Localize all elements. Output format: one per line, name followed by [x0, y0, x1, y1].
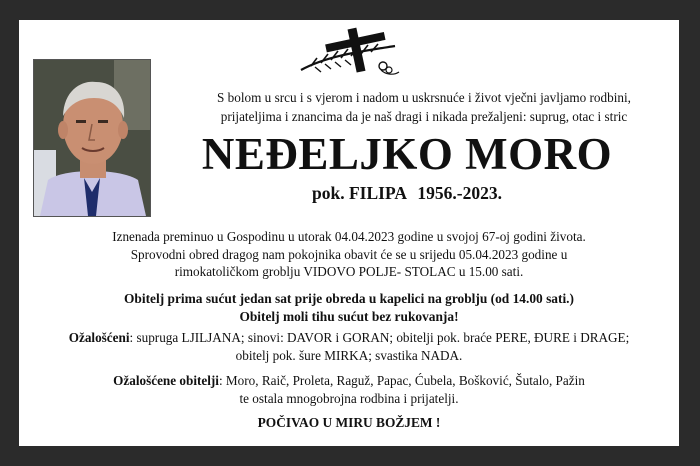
- obituary-card: [19, 20, 679, 446]
- deceased-portrait: [33, 59, 151, 217]
- families-list: [19, 372, 679, 407]
- mourners-list: [19, 329, 679, 364]
- death-line-2: Sprovodni obred dragog nam pokojnika obavit će se u srijedu 05.04.2023 godine u: [130, 246, 568, 262]
- families-label: Ožalošćene obitelji: [113, 373, 219, 388]
- families-text-1: : Moro, Raič, Proleta, Raguž, Papac, Ćubela, Bošković, Šutalo, Pažin: [218, 373, 585, 388]
- portrait-photo: [34, 60, 150, 216]
- mourners-line-2: obitelj pok. šure MIRKA; svastika NADA.: [235, 347, 463, 363]
- death-and-funeral-notice: [19, 228, 679, 281]
- cross-with-palm-icon: [297, 26, 405, 78]
- mourners-label: Ožalošćeni: [68, 330, 130, 345]
- families-line-2: te ostala mnogobrojna rodbina i prijatelji.: [239, 390, 459, 406]
- closing-phrase: POČIVAO U MIRU BOŽJEM !: [257, 415, 441, 430]
- condolence-line-1: Obitelj prima sućut jedan sat prije obreda u kapelici na groblju (od 14.00 sati.): [124, 291, 574, 306]
- father-and-years: [169, 182, 645, 204]
- death-line-1: Iznenada preminuo u Gospodinu u utorak 04.04.2023 godine u svojoj 67-oj godini života.: [112, 229, 586, 244]
- deceased-name: NEĐELJKO MORO: [201, 129, 613, 179]
- mourners-text-1: : supruga LJILJANA; sinovi: DAVOR i GORAN; obitelji pok. braće PERE, ĐURE i DRAGE;: [129, 330, 630, 345]
- condolence-notice: [19, 290, 679, 325]
- condolence-line-2: Obitelj moli tihu sućut bez rukovanja!: [239, 308, 459, 324]
- intro-line-2: prijateljima i znancima da je naš dragi i nikada prežaljeni: suprug, otac i stric: [220, 109, 628, 124]
- mourners-line-1: [19, 329, 679, 347]
- intro-text: [169, 88, 679, 126]
- families-line-1: [19, 372, 679, 390]
- father-name: pok. FILIPA: [312, 183, 408, 203]
- life-years: 1956.-2023.: [417, 183, 502, 203]
- death-line-3: rimokatoličkom groblju VIDOVO POLJE- STOLAC u 15.00 sati.: [174, 264, 524, 279]
- intro-line-1: S bolom u srcu i s vjerom i nadom u uskrsnuće i život vječni javljamo rodbini,: [217, 90, 631, 105]
